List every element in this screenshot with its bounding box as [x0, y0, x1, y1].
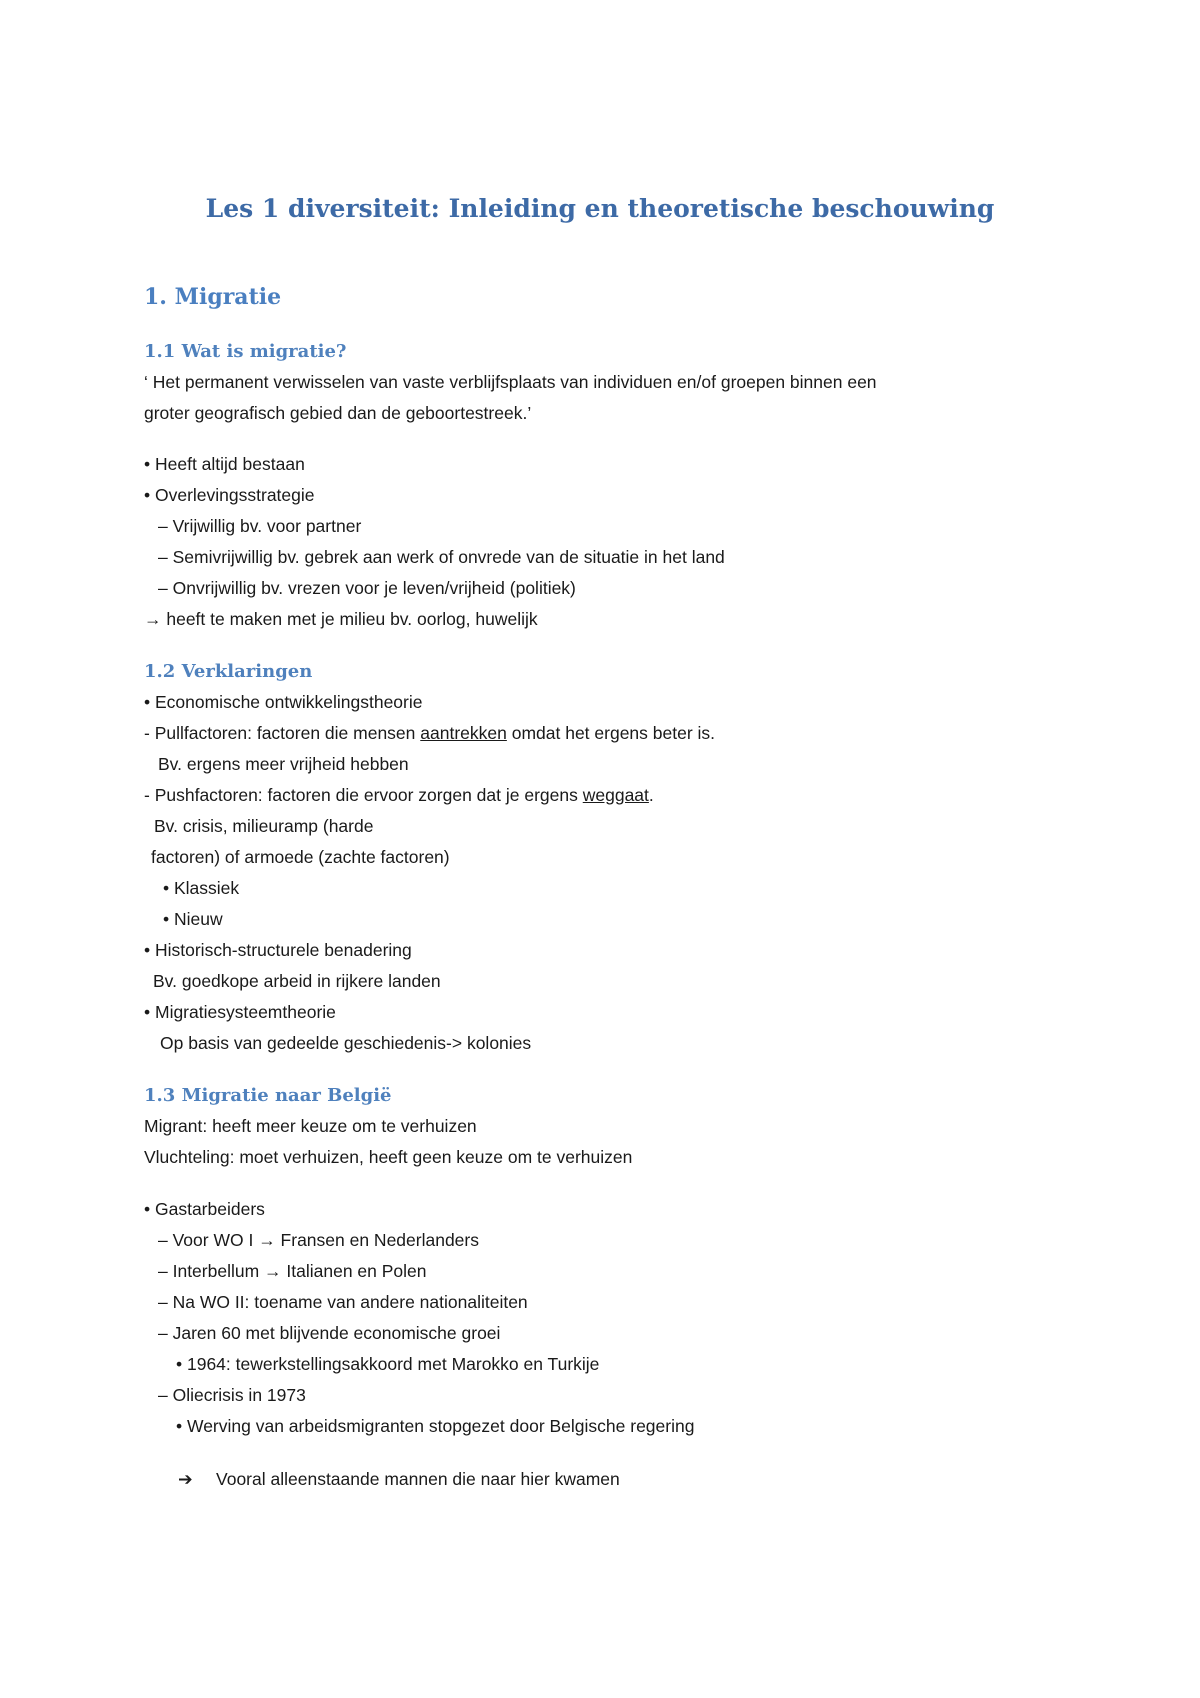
- pushfactoren-text: - Pushfactoren: factoren die ervoor zorgen dat je ergens: [144, 785, 583, 805]
- definition-line-2: groter geografisch gebied dan de geboortestreek.’: [144, 403, 532, 423]
- bullet-economische-theorie: • Economische ontwikkelingstheorie: [144, 692, 423, 712]
- pullfactoren-example: Bv. ergens meer vrijheid hebben: [158, 754, 409, 774]
- arrow-right-icon: →: [264, 1261, 282, 1281]
- dash-onvrijwillig: – Onvrijwillig bv. vrezen voor je leven/vrijheid (politiek): [158, 578, 576, 598]
- pushfactoren-end: .: [648, 785, 654, 805]
- bullet-overlevingsstrategie: • Overlevingsstrategie: [144, 485, 315, 505]
- dash-vrijwillig: – Vrijwillig bv. voor partner: [158, 516, 362, 536]
- bullet-migratiesysteemtheorie: • Migratiesysteemtheorie: [144, 1002, 336, 1022]
- pullfactoren-line: [144, 721, 715, 745]
- sub-bullet-klassiek: • Klassiek: [163, 878, 240, 898]
- arrow-right-icon: →: [144, 609, 162, 629]
- bold-arrow-right-icon: ➔: [178, 1469, 193, 1489]
- pushfactoren-underlined: weggaat: [582, 785, 649, 805]
- dash-jaren-60: – Jaren 60 met blijvende economische groei: [158, 1323, 501, 1343]
- subsection-heading-migratie-naar-belgie: 1.3 Migratie naar België: [144, 1085, 392, 1106]
- arrow-line-milieu: [144, 607, 538, 631]
- vluchteling-definition: Vluchteling: moet verhuizen, heeft geen keuze om te verhuizen: [144, 1147, 633, 1167]
- bullet-gastarbeiders: • Gastarbeiders: [144, 1199, 265, 1219]
- dash-na-wo-ii: – Na WO II: toename van andere nationaliteiten: [158, 1292, 528, 1312]
- pullfactoren-underlined: aantrekken: [420, 723, 507, 743]
- historisch-example: Bv. goedkope arbeid in rijkere landen: [153, 971, 441, 991]
- dash-voor-wo-i-result: Fransen en Nederlanders: [275, 1230, 479, 1250]
- arrow-line-text: heeft te maken met je milieu bv. oorlog, huwelijk: [161, 609, 538, 629]
- sub-bullet-nieuw: • Nieuw: [163, 909, 223, 929]
- pushfactoren-example-1: Bv. crisis, milieuramp (harde: [154, 816, 374, 836]
- definition-line-1: ‘ Het permanent verwisselen van vaste verblijfsplaats van individuen en/of groepen binnen een: [144, 372, 877, 392]
- sub-bullet-1964: • 1964: tewerkstellingsakkoord met Marokko en Turkije: [176, 1354, 600, 1374]
- final-arrow-text: Vooral alleenstaande mannen die naar hier kwamen: [216, 1469, 620, 1489]
- bullet-historisch-structureel: • Historisch-structurele benadering: [144, 940, 412, 960]
- dash-voor-wo-i-text: – Voor WO I: [158, 1230, 259, 1250]
- pullfactoren-text: - Pullfactoren: factoren die mensen: [144, 723, 421, 743]
- dash-interbellum: [158, 1259, 427, 1283]
- bullet-heeft-altijd-bestaan: • Heeft altijd bestaan: [144, 454, 305, 474]
- dash-oliecrisis: – Oliecrisis in 1973: [158, 1385, 306, 1405]
- subsection-heading-verklaringen: 1.2 Verklaringen: [144, 661, 313, 682]
- migratiesysteem-example: Op basis van gedeelde geschiedenis-> kolonies: [160, 1033, 532, 1053]
- arrow-right-icon: →: [258, 1230, 276, 1250]
- sub-bullet-werving: • Werving van arbeidsmigranten stopgezet door Belgische regering: [176, 1416, 695, 1436]
- dash-interbellum-result: Italianen en Polen: [281, 1261, 427, 1281]
- dash-voor-wo-i: [158, 1228, 479, 1252]
- pullfactoren-end: omdat het ergens beter is.: [506, 723, 716, 743]
- dash-interbellum-text: – Interbellum: [158, 1261, 265, 1281]
- final-arrow-line: [178, 1467, 620, 1491]
- section-heading-migratie: 1. Migratie: [144, 284, 282, 310]
- document-title: Les 1 diversiteit: Inleiding en theoretische beschouwing: [205, 194, 995, 223]
- subsection-heading-wat-is-migratie: 1.1 Wat is migratie?: [144, 341, 347, 362]
- migrant-definition: Migrant: heeft meer keuze om te verhuizen: [144, 1116, 477, 1136]
- pushfactoren-example-2: factoren) of armoede (zachte factoren): [151, 847, 450, 867]
- dash-semivrijwillig: – Semivrijwillig bv. gebrek aan werk of onvrede van de situatie in het land: [158, 547, 725, 567]
- pushfactoren-line: [144, 783, 654, 807]
